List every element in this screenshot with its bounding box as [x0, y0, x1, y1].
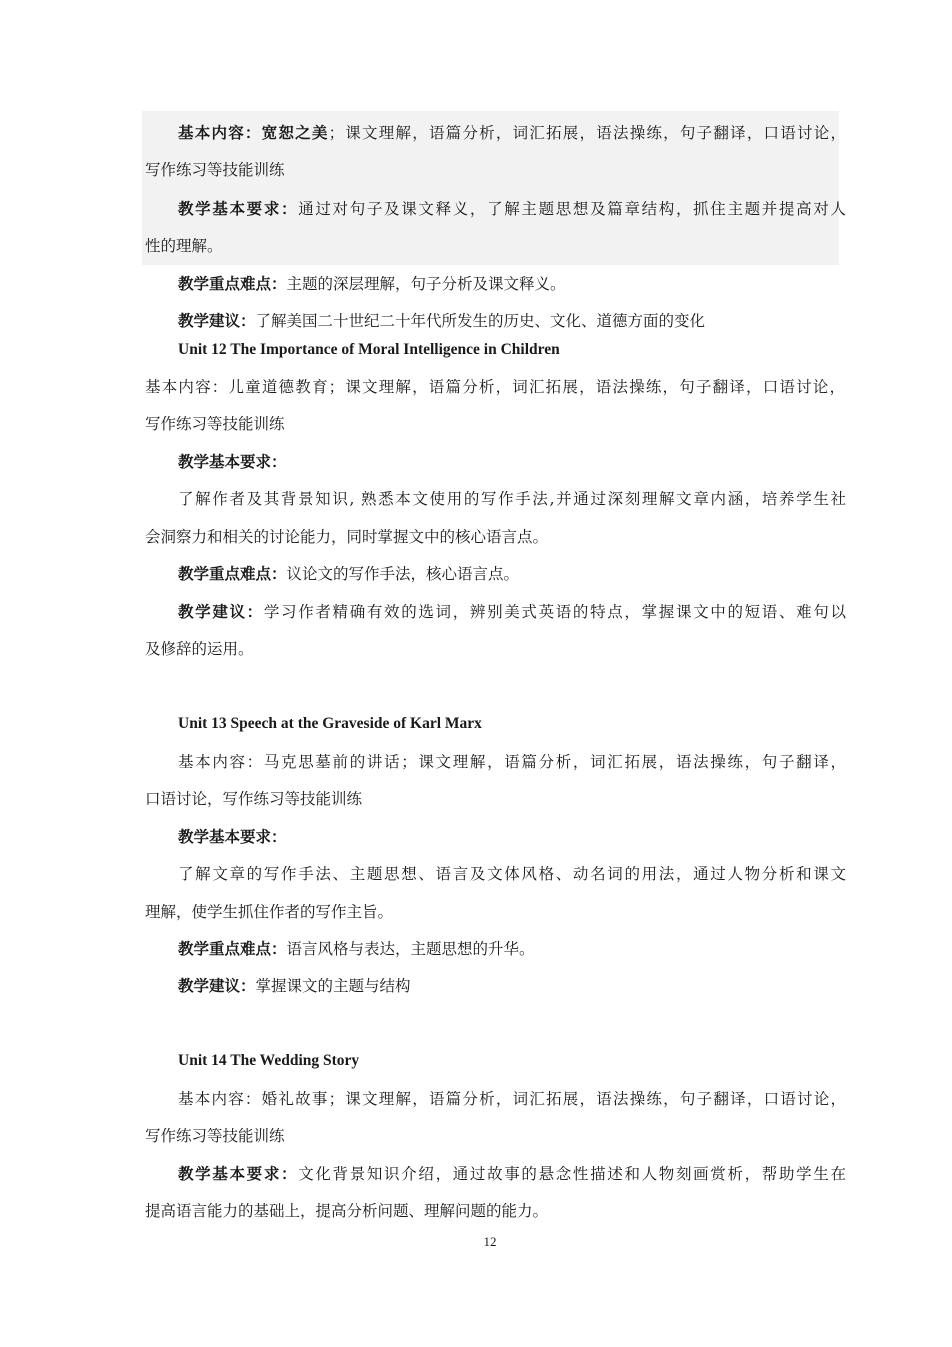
u12-key-line — [178, 563, 846, 585]
u14-content-line1: 基本内容：婚礼故事；课文理解，语篇分析，词汇拓展，语法操练，句子翻译，口语讨论， — [178, 1090, 846, 1108]
u13-key-line — [178, 938, 846, 960]
u11-sugg-line — [178, 310, 846, 332]
key-label: 教学重点难点： — [178, 939, 287, 958]
req-label: 教学基本要求： — [178, 199, 299, 218]
sugg-label: 教学建议： — [178, 311, 256, 330]
key-label: 教学重点难点： — [178, 274, 287, 293]
u13-req-line1: 了解文章的写作手法、主题思想、语言及文体风格、动名词的用法，通过人物分析和课文 — [178, 865, 846, 883]
key-text: 议论文的写作手法，核心语言点。 — [286, 565, 520, 583]
sugg-text: 了解美国二十世纪二十年代所发生的历史、文化、道德方面的变化 — [255, 312, 706, 330]
u13-content-line1: 基本内容：马克思墓前的讲话；课文理解，语篇分析，词汇拓展，语法操练，句子翻译， — [178, 753, 846, 771]
req-text: 文化背景知识介绍，通过故事的悬念性描述和人物刻画赏析，帮助学生在 — [298, 1165, 846, 1183]
u12-req-line1: 了解作者及其背景知识, 熟悉本文使用的写作手法,并通过深刻理解文章内涵，培养学生社 — [178, 490, 846, 508]
key-text: 主题的深层理解，句子分析及课文释义。 — [286, 275, 566, 293]
req-text: 通过对句子及课文释义，了解主题思想及篇章结构，抓住主题并提高对人 — [298, 200, 846, 218]
u12-content-line1: 基本内容：儿童道德教育；课文理解，语篇分析，词汇拓展，语法操练，句子翻译，口语讨论， — [145, 378, 845, 396]
u11-content-line — [178, 122, 846, 144]
key-label: 教学重点难点： — [178, 564, 287, 583]
u11-req-line — [178, 198, 846, 220]
u11-req-cont: 性的理解。 — [145, 237, 223, 255]
u14-title: Unit 14 The Wedding Story — [178, 1052, 360, 1069]
u12-sugg-line — [178, 601, 846, 623]
sugg-text: 学习作者精确有效的选词，辨别美式英语的特点，掌握课文中的短语、难句以 — [263, 603, 846, 621]
content-label: 基本内容： — [178, 123, 262, 142]
u13-sugg-line — [178, 975, 846, 997]
req-label: 教学基本要求： — [178, 1164, 299, 1183]
u14-req-cont: 提高语言能力的基础上，提高分析问题、理解问题的能力。 — [145, 1202, 549, 1220]
u13-req-line2: 理解，使学生抓住作者的写作主旨。 — [145, 903, 394, 921]
content-title: 宽恕之美 — [261, 123, 329, 142]
u12-sugg-cont: 及修辞的运用。 — [145, 640, 254, 658]
u11-key-line — [178, 273, 846, 295]
u14-content-line2: 写作练习等技能训练 — [145, 1127, 285, 1145]
sugg-label: 教学建议： — [178, 602, 264, 621]
key-text: 语言风格与表达，主题思想的升华。 — [286, 940, 535, 958]
u12-content-line2: 写作练习等技能训练 — [145, 415, 285, 433]
sugg-text: 掌握课文的主题与结构 — [255, 977, 411, 995]
u14-req-line — [178, 1163, 846, 1185]
content-text: ；课文理解，语篇分析，词汇拓展，语法操练，句子翻译，口语讨论， — [328, 124, 846, 142]
sugg-label: 教学建议： — [178, 976, 256, 995]
u12-req-line2: 会洞察力和相关的讨论能力，同时掌握文中的核心语言点。 — [145, 528, 549, 546]
u12-req-label: 教学基本要求： — [178, 452, 287, 471]
u12-title: Unit 12 The Importance of Moral Intelligence in Children — [178, 341, 560, 358]
u13-content-line2: 口语讨论，写作练习等技能训练 — [145, 790, 363, 808]
page-number: 12 — [483, 1234, 497, 1249]
u13-req-label: 教学基本要求： — [178, 827, 287, 846]
u13-title: Unit 13 Speech at the Graveside of Karl Marx — [178, 715, 482, 732]
u11-content-cont: 写作练习等技能训练 — [145, 161, 285, 179]
